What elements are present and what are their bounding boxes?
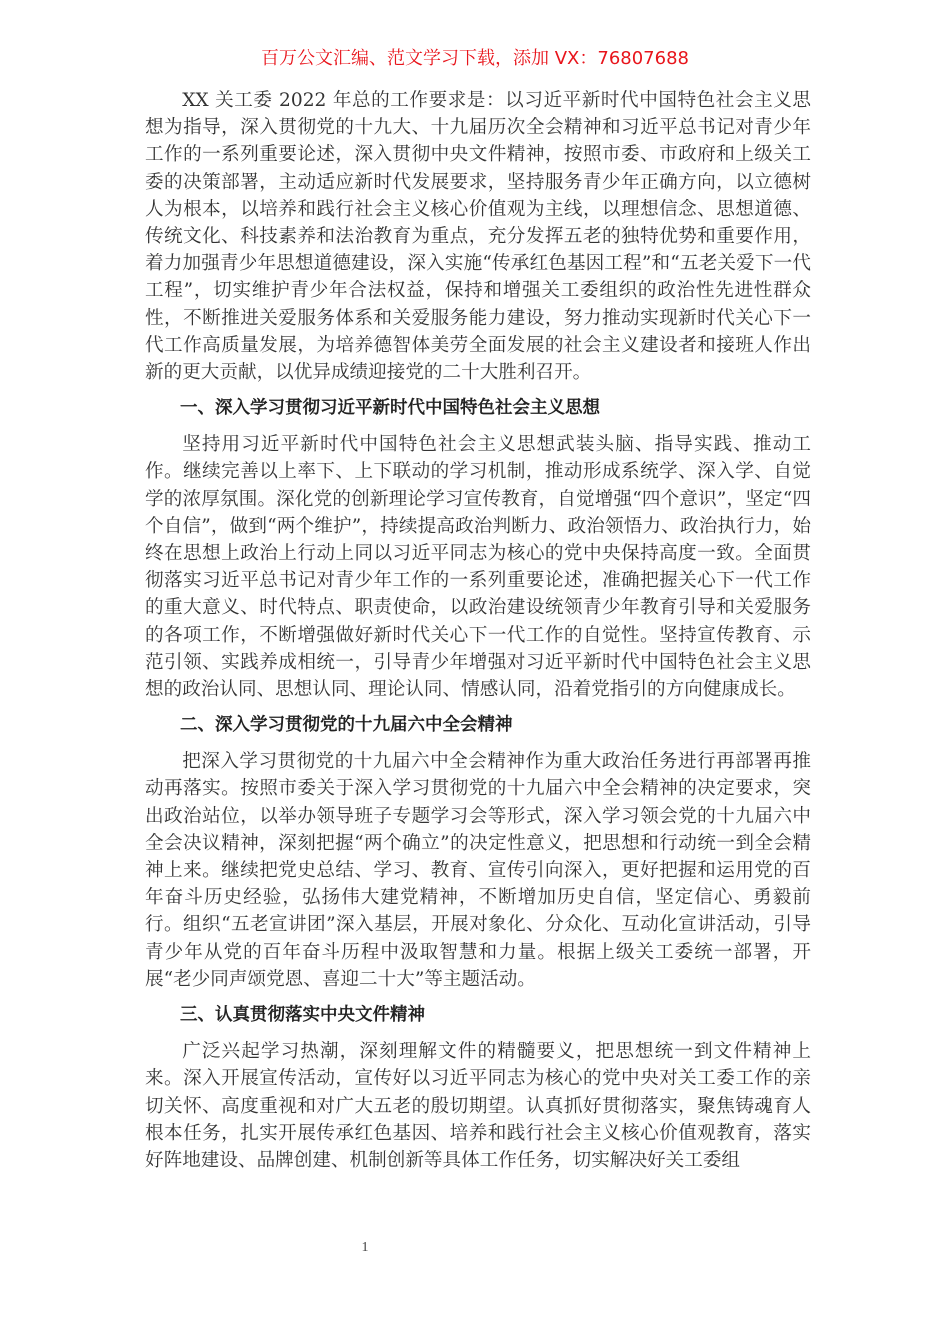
page-number: 1 bbox=[361, 1240, 369, 1255]
section-heading-2: 二、深入学习贯彻党的十九届六中全会精神 bbox=[180, 715, 513, 736]
section-body-2: 把深入学习贯彻党的十九届六中全会精神作为重大政治任务进行再部署再推动再落实。按照市委关于深入学习贯彻党的十九届六中全会精神的决定要求，突出政治站位，以举办领导班子专题学习会等形式，深入学习领会党的十九届六中全会决议精神，深刻把握“两个确立”的决定性意义，把思想和行动统一到全会精神上来。继续把党史总结、学习、教育、宣传引向深入，更好把握和运用党的百年奋斗历史经验，弘扬伟大建党精神，不断增加历史自信，坚定信心、勇毅前行。组织“五老宣讲团”深入基层，开展对象化、分众化、互动化宣讲活动，引导青少年从党的百年奋斗历程中汲取智慧和力量。根据上级关工委统一部署，开展“老少同声颂党恩、喜迎二十大”等主题活动。 bbox=[145, 751, 811, 990]
intro-paragraph: XX 关工委 2022 年总的工作要求是：以习近平新时代中国特色社会主义思想为指导，深入贯彻党的十九大、十九届历次全会精神和习近平总书记对青少年工作的一系列重要论述，深入贯彻中央文件精神，按照市委、市政府和上级关工委的决策部署，主动适应新时代发展要求，坚持服务青少年正确方向，以立德树人为根本，以培养和践行社会主义核心价值观为主线，以理想信念、思想道德、传统文化、科技素养和法治教育为重点，充分发挥五老的独特优势和重要作用，着力加强青少年思想道德建设，深入实施“传承红色基因工程”和“五老关爱下一代工程”，切实维护青少年合法权益，保持和增强关工委组织的政治性先进性群众性，不断推进关爱服务体系和关爱服务能力建设，努力推动实现新时代关心下一代工作高质量发展，为培养德智体美劳全面发展的社会主义建设者和接班人作出新的更大贡献，以优异成绩迎接党的二十大胜利召开。 bbox=[145, 90, 811, 384]
promo-banner: 百万公文汇编、范文学习下载，添加 VX：76807688 bbox=[261, 48, 689, 69]
document-body bbox=[145, 87, 811, 1174]
section-heading-1: 一、深入学习贯彻习近平新时代中国特色社会主义思想 bbox=[180, 398, 600, 419]
section-heading-3: 三、认真贯彻落实中央文件精神 bbox=[180, 1005, 425, 1026]
section-body-1: 坚持用习近平新时代中国特色社会主义思想武装头脑、指导实践、推动工作。继续完善以上率下、上下联动的学习机制，推动形成系统学、深入学、自觉学的浓厚氛围。深化党的创新理论学习宣传教育，自觉增强“四个意识”，坚定“四个自信”，做到“两个维护”，持续提高政治判断力、政治领悟力、政治执行力，始终在思想上政治上行动上同以习近平同志为核心的党中央保持高度一致。全面贯彻落实习近平总书记对青少年工作的一系列重要论述，准确把握关心下一代工作的重大意义、时代特点、职责使命，以政治建设统领青少年教育引导和关爱服务的各项工作，不断增强做好新时代关心下一代工作的自觉性。坚持宣传教育、示范引领、实践养成相统一，引导青少年增强对习近平新时代中国特色社会主义思想的政治认同、思想认同、理论认同、情感认同，沿着党指引的方向健康成长。 bbox=[145, 434, 811, 701]
section-body-3: 广泛兴起学习热潮，深刻理解文件的精髓要义，把思想统一到文件精神上来。深入开展宣传活动，宣传好以习近平同志为核心的党中央对关工委工作的亲切关怀、高度重视和对广大五老的殷切期望。认真抓好贯彻落实，聚焦铸魂育人根本任务，扎实开展传承红色基因、培养和践行社会主义核心价值观教育，落实好阵地建设、品牌创建、机制创新等具体工作任务，切实解决好关工委组 bbox=[145, 1041, 811, 1171]
